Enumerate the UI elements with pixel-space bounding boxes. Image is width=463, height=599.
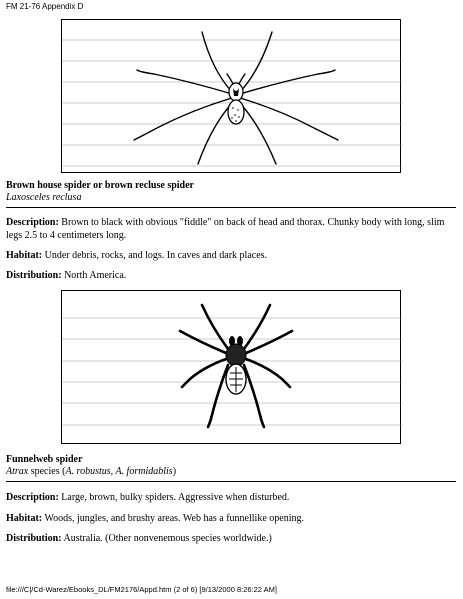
- divider: [6, 481, 456, 482]
- page-header: FM 21-76 Appendix D: [6, 2, 84, 11]
- distribution-text: Australia. (Other nonvenemous species worldwide.): [63, 533, 272, 544]
- entry-title: Brown house spider or brown recluse spider: [6, 180, 194, 191]
- description-paragraph: [6, 217, 454, 242]
- habitat-text: Woods, jungles, and brushy areas. Web has a funnellike opening.: [44, 513, 304, 524]
- description-paragraph: [6, 492, 454, 505]
- description-label: Description:: [6, 492, 59, 503]
- habitat-label: Habitat:: [6, 513, 43, 524]
- scientific-species: A. robustus, A. formidablis: [65, 466, 173, 477]
- scientific-name: [6, 466, 176, 478]
- habitat-paragraph: [6, 513, 454, 526]
- entry-title: Funnelweb spider: [6, 454, 83, 465]
- scientific-name: Laxosceles reclusa: [6, 192, 82, 203]
- brown-recluse-illustration: [61, 19, 401, 173]
- divider: [6, 207, 456, 208]
- brown-recluse-spider-icon: [62, 20, 402, 174]
- scientific-genus: Atrax: [6, 466, 29, 477]
- scientific-closing: ): [172, 466, 177, 477]
- page-footer: file:///C|/Cd-Warez/Ebooks_DL/FM2176/Appd.htm (2 of 6) [9/13/2000 8:26:22 AM]: [6, 585, 277, 594]
- distribution-paragraph: [6, 533, 454, 546]
- description-text: Large, brown, bulky spiders. Aggressive when disturbed.: [61, 492, 290, 503]
- distribution-text: North America.: [64, 270, 127, 281]
- scientific-connector: species (: [28, 466, 66, 477]
- funnelweb-spider-icon: [62, 291, 402, 445]
- funnelweb-illustration: [61, 290, 401, 444]
- distribution-label: Distribution:: [6, 270, 62, 281]
- description-text: Brown to black with obvious "fiddle" on back of head and thorax. Chunky body with long, slim legs 2.5 to 4 centimeters long.: [6, 217, 445, 241]
- habitat-text: Under debris, rocks, and logs. In caves and dark places.: [44, 250, 268, 261]
- habitat-paragraph: [6, 250, 454, 263]
- distribution-label: Distribution:: [6, 533, 62, 544]
- description-label: Description:: [6, 217, 59, 228]
- distribution-paragraph: [6, 270, 454, 283]
- habitat-label: Habitat:: [6, 250, 43, 261]
